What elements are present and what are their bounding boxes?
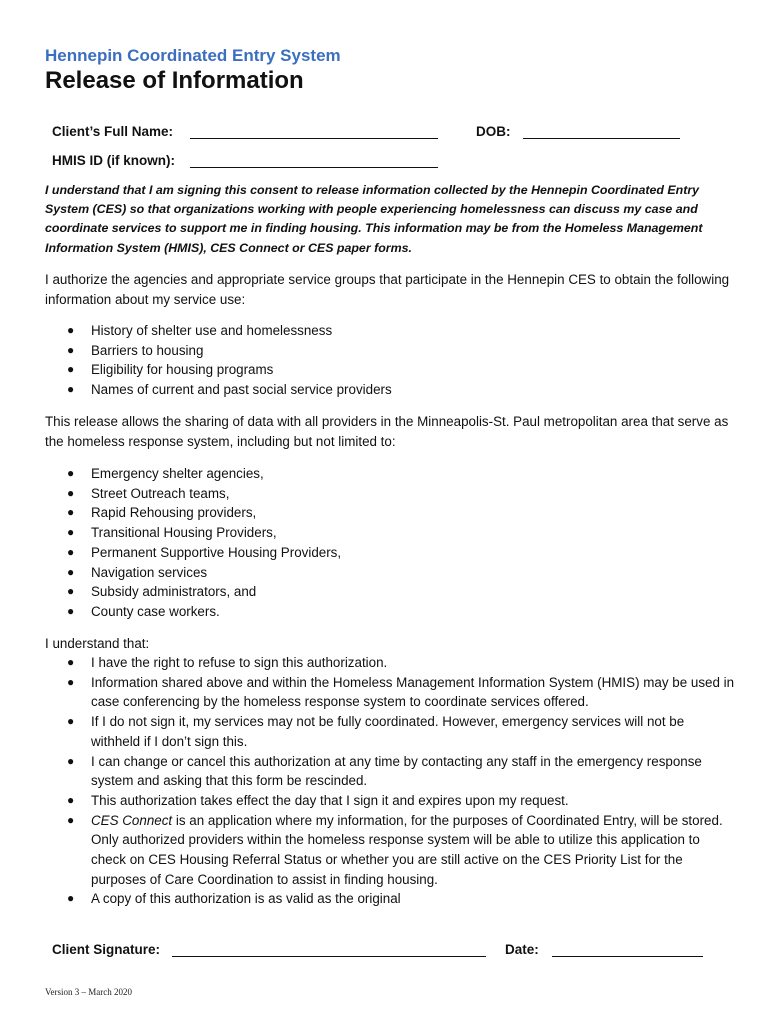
bullet-icon: ● xyxy=(67,342,75,357)
date-label: Date: xyxy=(505,942,539,957)
list-item: ● Barriers to housing xyxy=(45,341,735,361)
bullet-icon: ● xyxy=(67,792,75,807)
bullet-icon: ● xyxy=(67,323,75,337)
list-item: ● I have the right to refuse to sign this authorization. xyxy=(45,653,735,673)
client-name-label: Client’s Full Name: xyxy=(52,124,174,139)
client-name-field[interactable] xyxy=(190,138,438,139)
list-item: ● Information shared above and within the Homeless Management Information System (HMIS) may be used in case conferencing by the homeless response system to coordinate services offered. xyxy=(67,674,735,710)
dob-field[interactable] xyxy=(523,138,680,139)
dob-label: DOB: xyxy=(476,124,511,139)
bullet-icon: ● xyxy=(67,544,75,559)
list-item: ● Subsidy administrators, and xyxy=(45,582,735,602)
list-item: ● County case workers. xyxy=(45,602,735,622)
providers-list xyxy=(45,464,735,622)
bullet-icon: ● xyxy=(67,505,75,520)
list-item: ● If I do not sign it, my services may not be fully coordinated. However, emergency services will not be withheld if I don’t sign this. xyxy=(67,714,685,749)
date-field[interactable] xyxy=(552,956,703,957)
understand-list xyxy=(45,653,735,909)
bullet-icon: ● xyxy=(67,466,75,480)
list-item: ● Transitional Housing Providers, xyxy=(45,523,735,543)
list-item: ● Permanent Supportive Housing Providers, xyxy=(45,543,735,563)
list-item: ● Navigation services xyxy=(45,563,735,583)
list-item: ● CES Connect is an application where my information, for the purposes of Coordinated Entry, will be stored. Only authorized providers within the homeless response system will be able to utilize this application to check on CES Housing Referral Status or whether you are still active on the CES Priority List for the purposes of Care Coordination to assist in finding housing. xyxy=(67,812,723,887)
list-item: ● A copy of this authorization is as valid as the original xyxy=(45,889,735,909)
list-item: ● I can change or cancel this authorization at any time by contacting any staff in the emergency response system and asking that this form be rescinded. xyxy=(67,753,702,789)
page-title: Release of Information xyxy=(45,67,304,94)
bullet-icon: ● xyxy=(67,753,75,768)
bullet-icon: ● xyxy=(67,382,75,397)
version-footer: Version 3 – March 2020 xyxy=(45,987,132,997)
list-item: ● Street Outreach teams, xyxy=(45,484,735,504)
client-signature-label: Client Signature: xyxy=(52,942,161,957)
list-item: ● This authorization takes effect the day that I sign it and expires upon my request. xyxy=(45,791,735,811)
bullet-icon: ● xyxy=(67,564,75,579)
list-item: ● Emergency shelter agencies, xyxy=(45,464,735,484)
bullet-icon: ● xyxy=(67,891,75,906)
list-item: ● Names of current and past social service providers xyxy=(45,380,735,400)
bullet-icon: ● xyxy=(67,655,75,669)
list-item: ● Rapid Rehousing providers, xyxy=(45,503,735,523)
authorize-paragraph: I authorize the agencies and appropriate service groups that participate in the Hennepin CES to obtain the following information about my service use: xyxy=(45,272,730,307)
bullet-icon: ● xyxy=(67,714,75,729)
hmis-id-field[interactable] xyxy=(190,167,438,168)
bullet-icon: ● xyxy=(67,485,75,500)
info-list xyxy=(45,321,735,400)
bullet-icon: ● xyxy=(67,362,75,377)
bullet-icon: ● xyxy=(67,584,75,599)
list-item: ● Eligibility for housing programs xyxy=(45,360,735,380)
bullet-icon: ● xyxy=(67,525,75,540)
sharing-paragraph: This release allows the sharing of data with all providers in the Minneapolis-St. Paul metropolitan area that serve as the homeless response system, including but not limited to: xyxy=(45,414,729,449)
client-signature-field[interactable] xyxy=(172,956,486,957)
bullet-icon: ● xyxy=(67,674,75,689)
list-item: ● History of shelter use and homelessness xyxy=(45,321,735,341)
bullet-icon: ● xyxy=(67,812,75,827)
consent-intro: I understand that I am signing this consent to release information collected by the Hennepin Coordinated Entry System (CES) so that organizations working with people experiencing homelessness can discuss my case and coordinate services to support me in finding housing. This information may be from the Homeless Management Information System (HMIS), CES Connect or CES paper forms. xyxy=(45,183,703,255)
ces-connect-term: CES Connect xyxy=(91,812,173,828)
understand-label: I understand that: xyxy=(45,636,150,651)
organization-name: Hennepin Coordinated Entry System xyxy=(45,46,341,65)
hmis-id-label: HMIS ID (if known): xyxy=(52,153,175,168)
bullet-icon: ● xyxy=(67,603,75,618)
